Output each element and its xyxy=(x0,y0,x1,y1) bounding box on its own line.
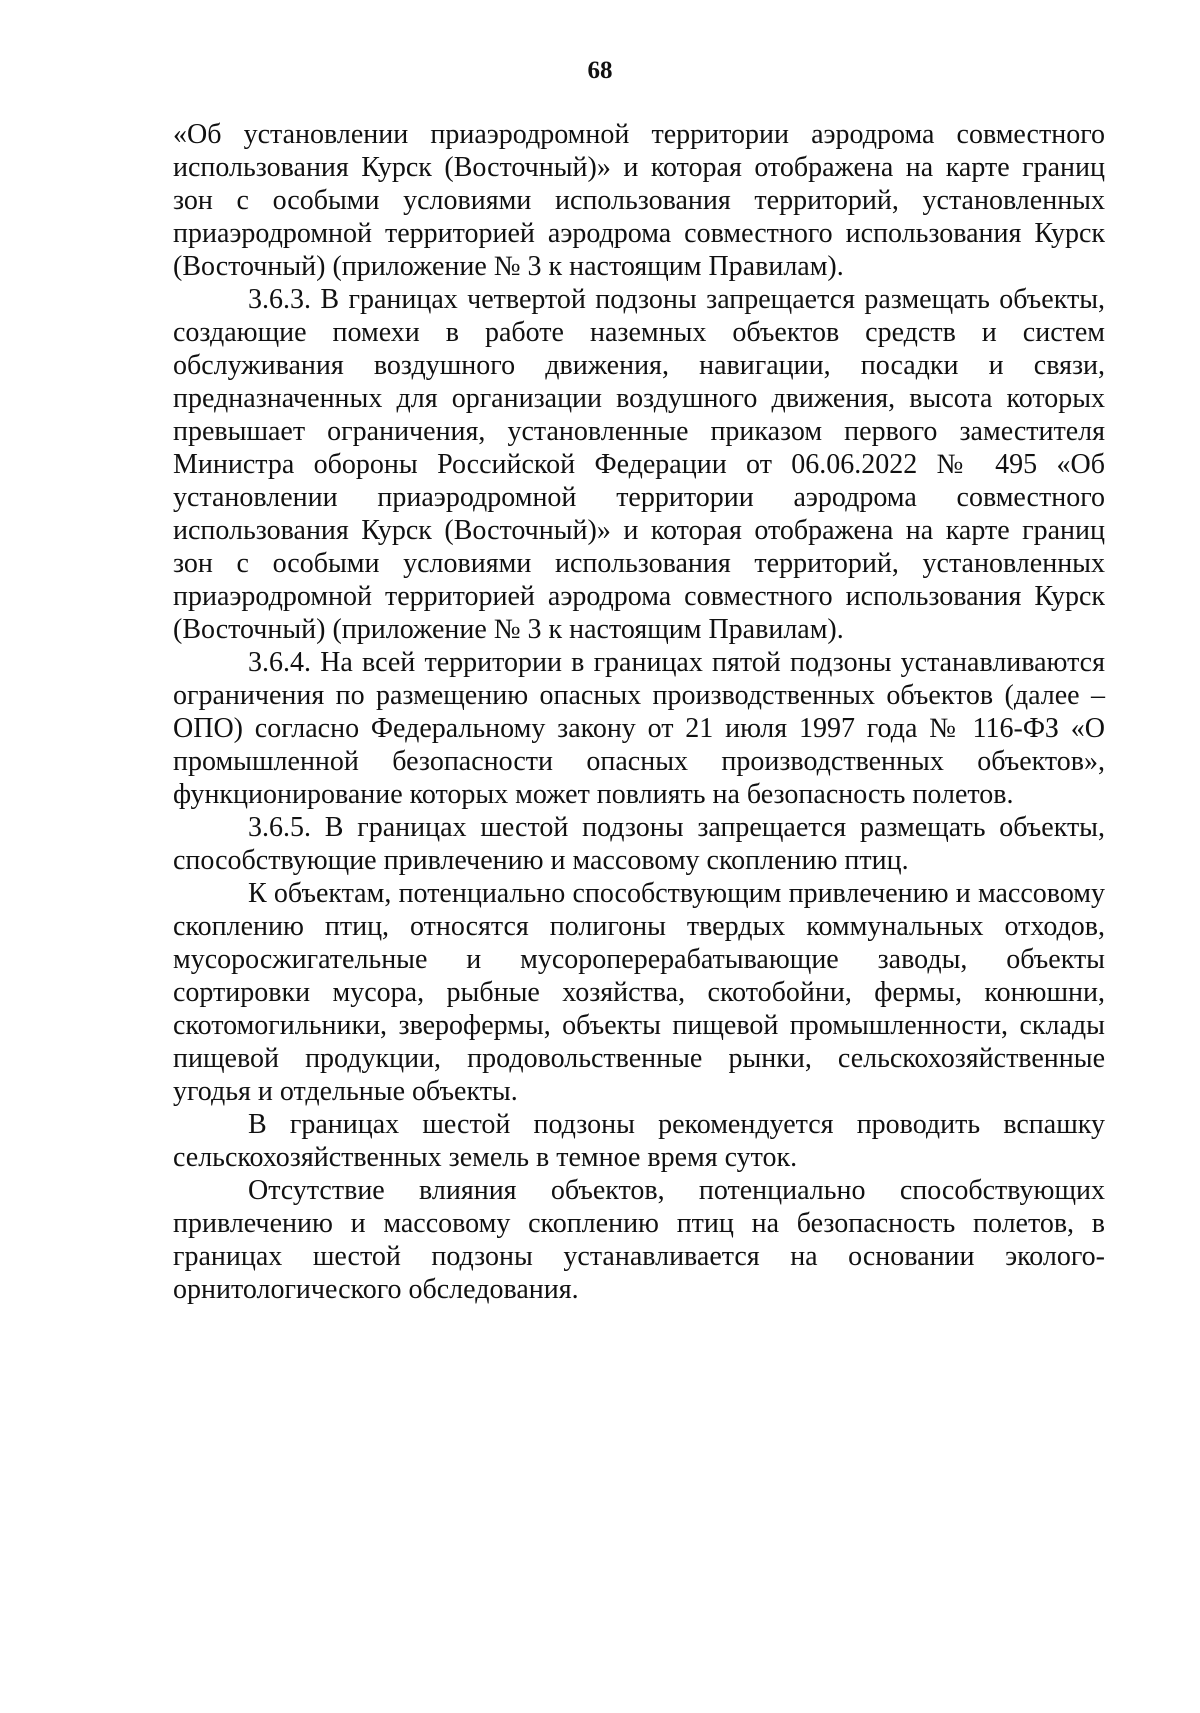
paragraph-ornithological-survey: Отсутствие влияния объектов, потенциально способствующих привлечению и массовому скоплению птиц на безопасность полетов, в границах шестой подзоны устанавливается на основании эколого-орнитологического обследования. xyxy=(173,1175,1105,1305)
document-body xyxy=(173,118,1105,1306)
paragraph-bird-attracting-objects: К объектам, потенциально способствующим привлечению и массовому скоплению птиц, относятся полигоны твердых коммунальных отходов, мусоросжигательные и мусороперерабатывающие заводы, объекты сортировки мусора, рыбные хозяйства, скотобойни, фермы, конюшни, скотомогильники, зверофермы, объекты пищевой промышленности, склады пищевой продукции, продовольственные рынки, сельскохозяйственные угодья и отдельные объекты. xyxy=(173,878,1105,1107)
page-number: 68 xyxy=(587,57,613,84)
paragraph-continuation: «Об установлении приаэродромной территории аэродрома совместного использования Курск (Восточный)» и которая отображена на карте границ зон с особыми условиями использования территорий, установленных приаэродромной территорией аэродрома совместного использования Курск (Восточный) (приложение № 3 к настоящим Правилам). xyxy=(173,119,1105,282)
paragraph-plowing-recommendation: В границах шестой подзоны рекомендуется проводить вспашку сельскохозяйственных земель в темное время суток. xyxy=(173,1109,1105,1173)
paragraph-3-6-5: 3.6.5. В границах шестой подзоны запрещается размещать объекты, способствующие привлечению и массовому скоплению птиц. xyxy=(173,812,1105,876)
paragraph-3-6-3: 3.6.3. В границах четвертой подзоны запрещается размещать объекты, создающие помехи в работе наземных объектов средств и систем обслуживания воздушного движения, навигации, посадки и связи, предназначенных для организации воздушного движения, высота которых превышает ограничения, установленные приказом первого заместителя Министра обороны Российской Федерации от 06.06.2022 № 495 «Об установлении приаэродромной территории аэродрома совместного использования Курск (Восточный)» и которая отображена на карте границ зон с особыми условиями использования территорий, установленных приаэродромной территорией аэродрома совместного использования Курск (Восточный) (приложение № 3 к настоящим Правилам). xyxy=(173,284,1105,645)
paragraph-3-6-4: 3.6.4. На всей территории в границах пятой подзоны устанавливаются ограничения по размещению опасных производственных объектов (далее – ОПО) согласно Федеральному закону от 21 июля 1997 года № 116-ФЗ «О промышленной безопасности опасных производственных объектов», функционирование которых может повлиять на безопасность полетов. xyxy=(173,647,1105,810)
